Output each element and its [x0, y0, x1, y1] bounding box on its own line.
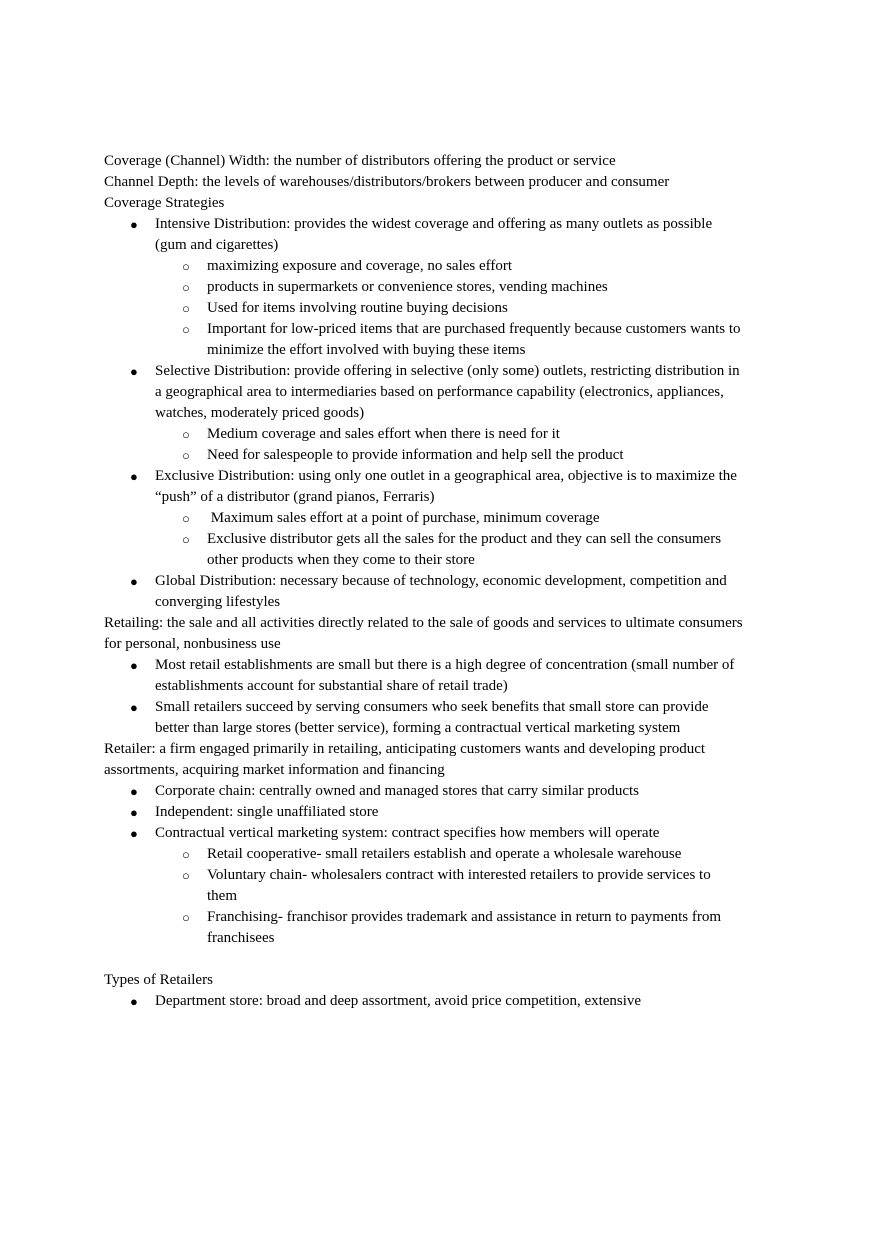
bullet-item: [104, 571, 744, 613]
paragraph: Retailing: the sale and all activities directly related to the sale of goods and services to ultimate consumers for personal, nonbusiness use: [104, 615, 743, 652]
sub-bullet-item: [104, 256, 744, 277]
bullet-marker: ●: [130, 784, 138, 799]
bullet-item: [104, 781, 744, 802]
bullet-marker: ●: [130, 364, 138, 379]
bullet-item: [104, 697, 744, 739]
sub-bullet-marker: ○: [182, 427, 190, 442]
bullet-marker: ●: [130, 700, 138, 715]
bullet-item: [104, 802, 744, 823]
section-heading: Types of Retailers: [104, 972, 213, 988]
paragraph: Retailer: a firm engaged primarily in retailing, anticipating customers wants and developing product assortments, acquiring market information and financing: [104, 741, 706, 778]
section-heading: Coverage Strategies: [104, 195, 225, 211]
sub-bullet-marker: ○: [182, 301, 190, 316]
bullet-item: [104, 466, 744, 508]
sub-bullet-marker: ○: [182, 868, 190, 883]
bullet-item: [104, 214, 744, 256]
bullet-marker: ●: [130, 994, 138, 1009]
sub-bullet-item: [104, 865, 744, 907]
bullet-text: Global Distribution: necessary because of technology, economic development, competition and converging lifestyles: [155, 573, 727, 610]
bullet-text: Small retailers succeed by serving consumers who seek benefits that small store can provide better than large stores (better service), forming a contractual vertical marketing system: [155, 699, 709, 736]
bullet-text: Corporate chain: centrally owned and managed stores that carry similar products: [155, 783, 639, 799]
sub-bullet-marker: ○: [182, 259, 190, 274]
sub-bullet-item: [104, 298, 744, 319]
sub-bullet-text: Used for items involving routine buying decisions: [207, 300, 508, 316]
sub-bullet-item: [104, 508, 744, 529]
sub-bullet-text: maximizing exposure and coverage, no sales effort: [207, 258, 513, 274]
bullet-item: [104, 823, 744, 844]
bullet-text: Contractual vertical marketing system: contract specifies how members will operate: [155, 825, 660, 841]
sub-bullet-marker: ○: [182, 910, 190, 925]
bullet-marker: ●: [130, 805, 138, 820]
sub-bullet-marker: ○: [182, 511, 190, 526]
sub-bullet-item: [104, 445, 744, 466]
sub-bullet-text: Medium coverage and sales effort when there is need for it: [207, 426, 560, 442]
sub-bullet-item: [104, 844, 744, 865]
bullet-item: [104, 655, 744, 697]
sub-bullet-item: [104, 529, 744, 571]
sub-bullet-marker: ○: [182, 280, 190, 295]
sub-bullet-text: Franchising- franchisor provides trademark and assistance in return to payments from franchisees: [207, 909, 722, 946]
sub-bullet-text: Important for low-priced items that are purchased frequently because customers wants to minimize the effort involved with buying these items: [207, 321, 741, 358]
bullet-text: Selective Distribution: provide offering in selective (only some) outlets, restricting distribution in a geographical area to intermediaries based on performance capability (electronics, appliances, watches, moderately priced goods): [155, 363, 740, 421]
bullet-marker: ●: [130, 217, 138, 232]
bullet-item: [104, 361, 744, 424]
bullet-text: Independent: single unaffiliated store: [155, 804, 379, 820]
blank-line: [104, 949, 744, 970]
bullet-marker: ●: [130, 469, 138, 484]
sub-bullet-text: Need for salespeople to provide information and help sell the product: [207, 447, 624, 463]
sub-bullet-item: [104, 319, 744, 361]
paragraph: Coverage (Channel) Width: the number of distributors offering the product or service: [104, 153, 616, 169]
sub-bullet-item: [104, 424, 744, 445]
sub-bullet-text: Exclusive distributor gets all the sales for the product and they can sell the consumers other products when they come to their store: [207, 531, 722, 568]
bullet-item: [104, 991, 744, 1012]
paragraph: Channel Depth: the levels of warehouses/distributors/brokers between producer and consumer: [104, 174, 670, 190]
document-page: [104, 151, 744, 1012]
sub-bullet-item: [104, 277, 744, 298]
bullet-marker: ●: [130, 658, 138, 673]
bullet-text: Intensive Distribution: provides the widest coverage and offering as many outlets as possible (gum and cigarettes): [155, 216, 713, 253]
sub-bullet-item: [104, 907, 744, 949]
sub-bullet-marker: ○: [182, 322, 190, 337]
sub-bullet-text: products in supermarkets or convenience stores, vending machines: [207, 279, 608, 295]
bullet-text: Most retail establishments are small but there is a high degree of concentration (small number of establishments account for substantial share of retail trade): [155, 657, 735, 694]
bullet-text: Exclusive Distribution: using only one outlet in a geographical area, objective is to maximize the “push” of a distributor (grand pianos, Ferraris): [155, 468, 737, 505]
sub-bullet-marker: ○: [182, 448, 190, 463]
bullet-marker: ●: [130, 826, 138, 841]
sub-bullet-text: Retail cooperative- small retailers establish and operate a wholesale warehouse: [207, 846, 682, 862]
sub-bullet-text: Maximum sales effort at a point of purchase, minimum coverage: [207, 510, 600, 526]
bullet-text: Department store: broad and deep assortment, avoid price competition, extensive: [155, 993, 642, 1009]
bullet-marker: ●: [130, 574, 138, 589]
sub-bullet-text: Voluntary chain- wholesalers contract with interested retailers to provide services to them: [207, 867, 711, 904]
sub-bullet-marker: ○: [182, 532, 190, 547]
sub-bullet-marker: ○: [182, 847, 190, 862]
